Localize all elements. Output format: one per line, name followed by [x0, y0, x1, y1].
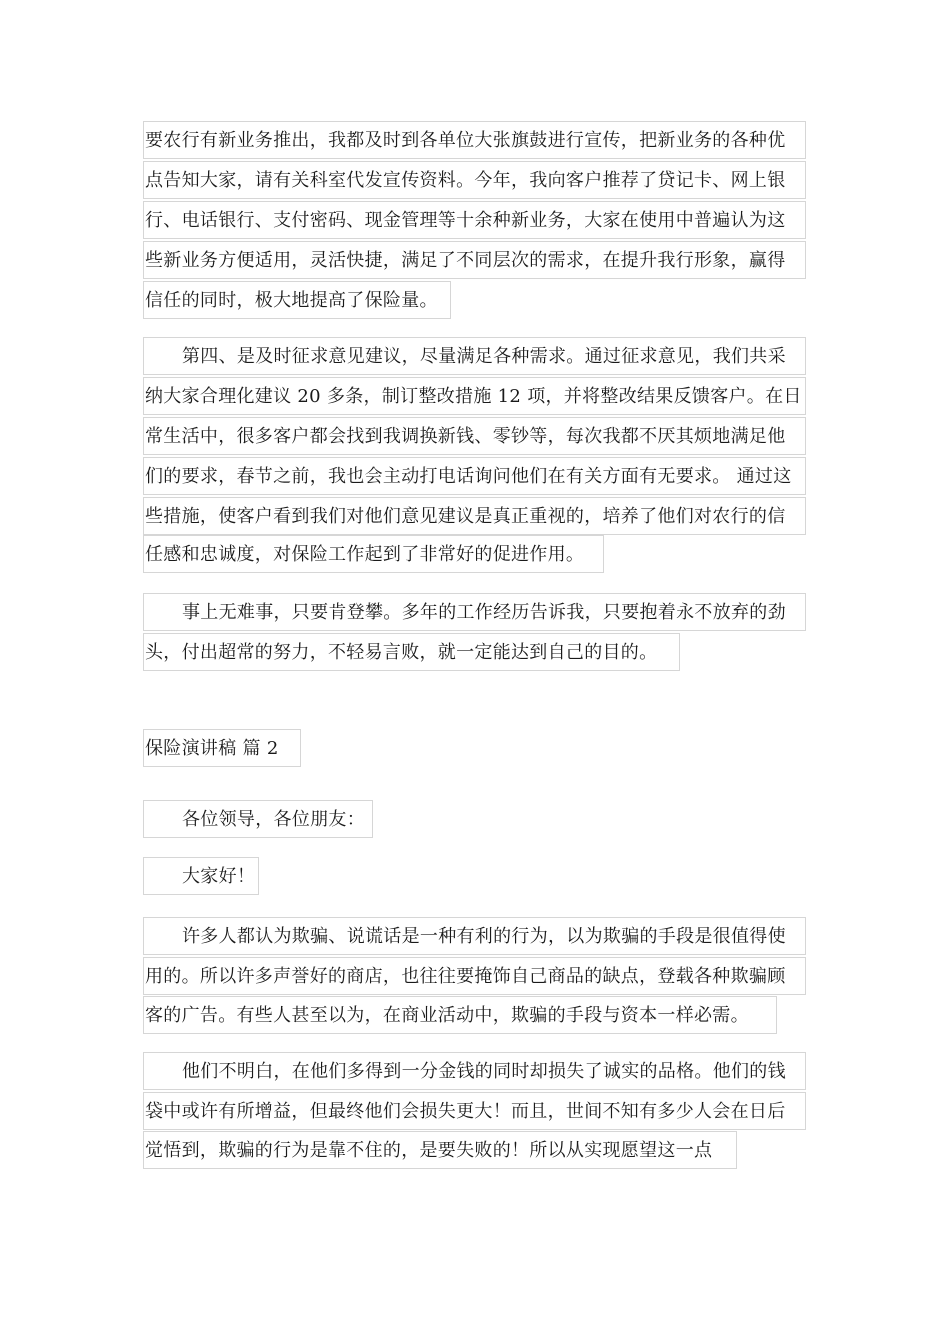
greeting-line: 各位领导，各位朋友：: [143, 800, 373, 838]
paragraph-line: 他们不明白，在他们多得到一分金钱的同时却损失了诚实的品格。他们的钱: [143, 1052, 806, 1090]
paragraph-line: 觉悟到，欺骗的行为是靠不住的，是要失败的！所以从实现愿望这一点: [143, 1131, 737, 1169]
paragraph-line: 头，付出超常的努力，不轻易言败，就一定能达到自己的目的。: [143, 633, 680, 671]
section-heading: 保险演讲稿 篇 2: [143, 729, 301, 767]
paragraph-line: 许多人都认为欺骗、说谎话是一种有利的行为，以为欺骗的手段是很值得使: [143, 917, 806, 955]
paragraph-line: 纳大家合理化建议 20 多条，制订整改措施 12 项，并将整改结果反馈客户。在日: [143, 377, 806, 415]
paragraph-line: 客的广告。有些人甚至以为，在商业活动中，欺骗的手段与资本一样必需。: [143, 996, 777, 1034]
paragraph-line: 第四、是及时征求意见建议，尽量满足各种需求。通过征求意见，我们共采: [143, 337, 806, 375]
paragraph-line: 点告知大家，请有关科室代发宣传资料。今年，我向客户推荐了贷记卡、网上银: [143, 161, 806, 199]
paragraph-line: 些新业务方便适用，灵活快捷，满足了不同层次的需求，在提升我行形象，赢得: [143, 241, 806, 279]
paragraph-line: 用的。所以许多声誉好的商店，也往往要掩饰自己商品的缺点，登载各种欺骗顾: [143, 957, 806, 995]
paragraph-line: 袋中或许有所增益，但最终他们会损失更大！而且，世间不知有多少人会在日后: [143, 1092, 806, 1130]
paragraph-line: 们的要求，春节之前，我也会主动打电话询问他们在有关方面有无要求。 通过这: [143, 457, 806, 495]
paragraph-line: 行、电话银行、支付密码、现金管理等十余种新业务，大家在使用中普遍认为这: [143, 201, 806, 239]
paragraph-line: 些措施，使客户看到我们对他们意见建议是真正重视的，培养了他们对农行的信: [143, 497, 806, 535]
paragraph-line: 要农行有新业务推出，我都及时到各单位大张旗鼓进行宣传，把新业务的各种优: [143, 121, 806, 159]
paragraph-line: 事上无难事，只要肯登攀。多年的工作经历告诉我，只要抱着永不放弃的劲: [143, 593, 806, 631]
greeting-line: 大家好！: [143, 857, 259, 895]
paragraph-line: 常生活中，很多客户都会找到我调换新钱、零钞等，每次我都不厌其烦地满足他: [143, 417, 806, 455]
paragraph-line: 信任的同时，极大地提高了保险量。: [143, 281, 451, 319]
paragraph-line: 任感和忠诚度，对保险工作起到了非常好的促进作用。: [143, 535, 604, 573]
